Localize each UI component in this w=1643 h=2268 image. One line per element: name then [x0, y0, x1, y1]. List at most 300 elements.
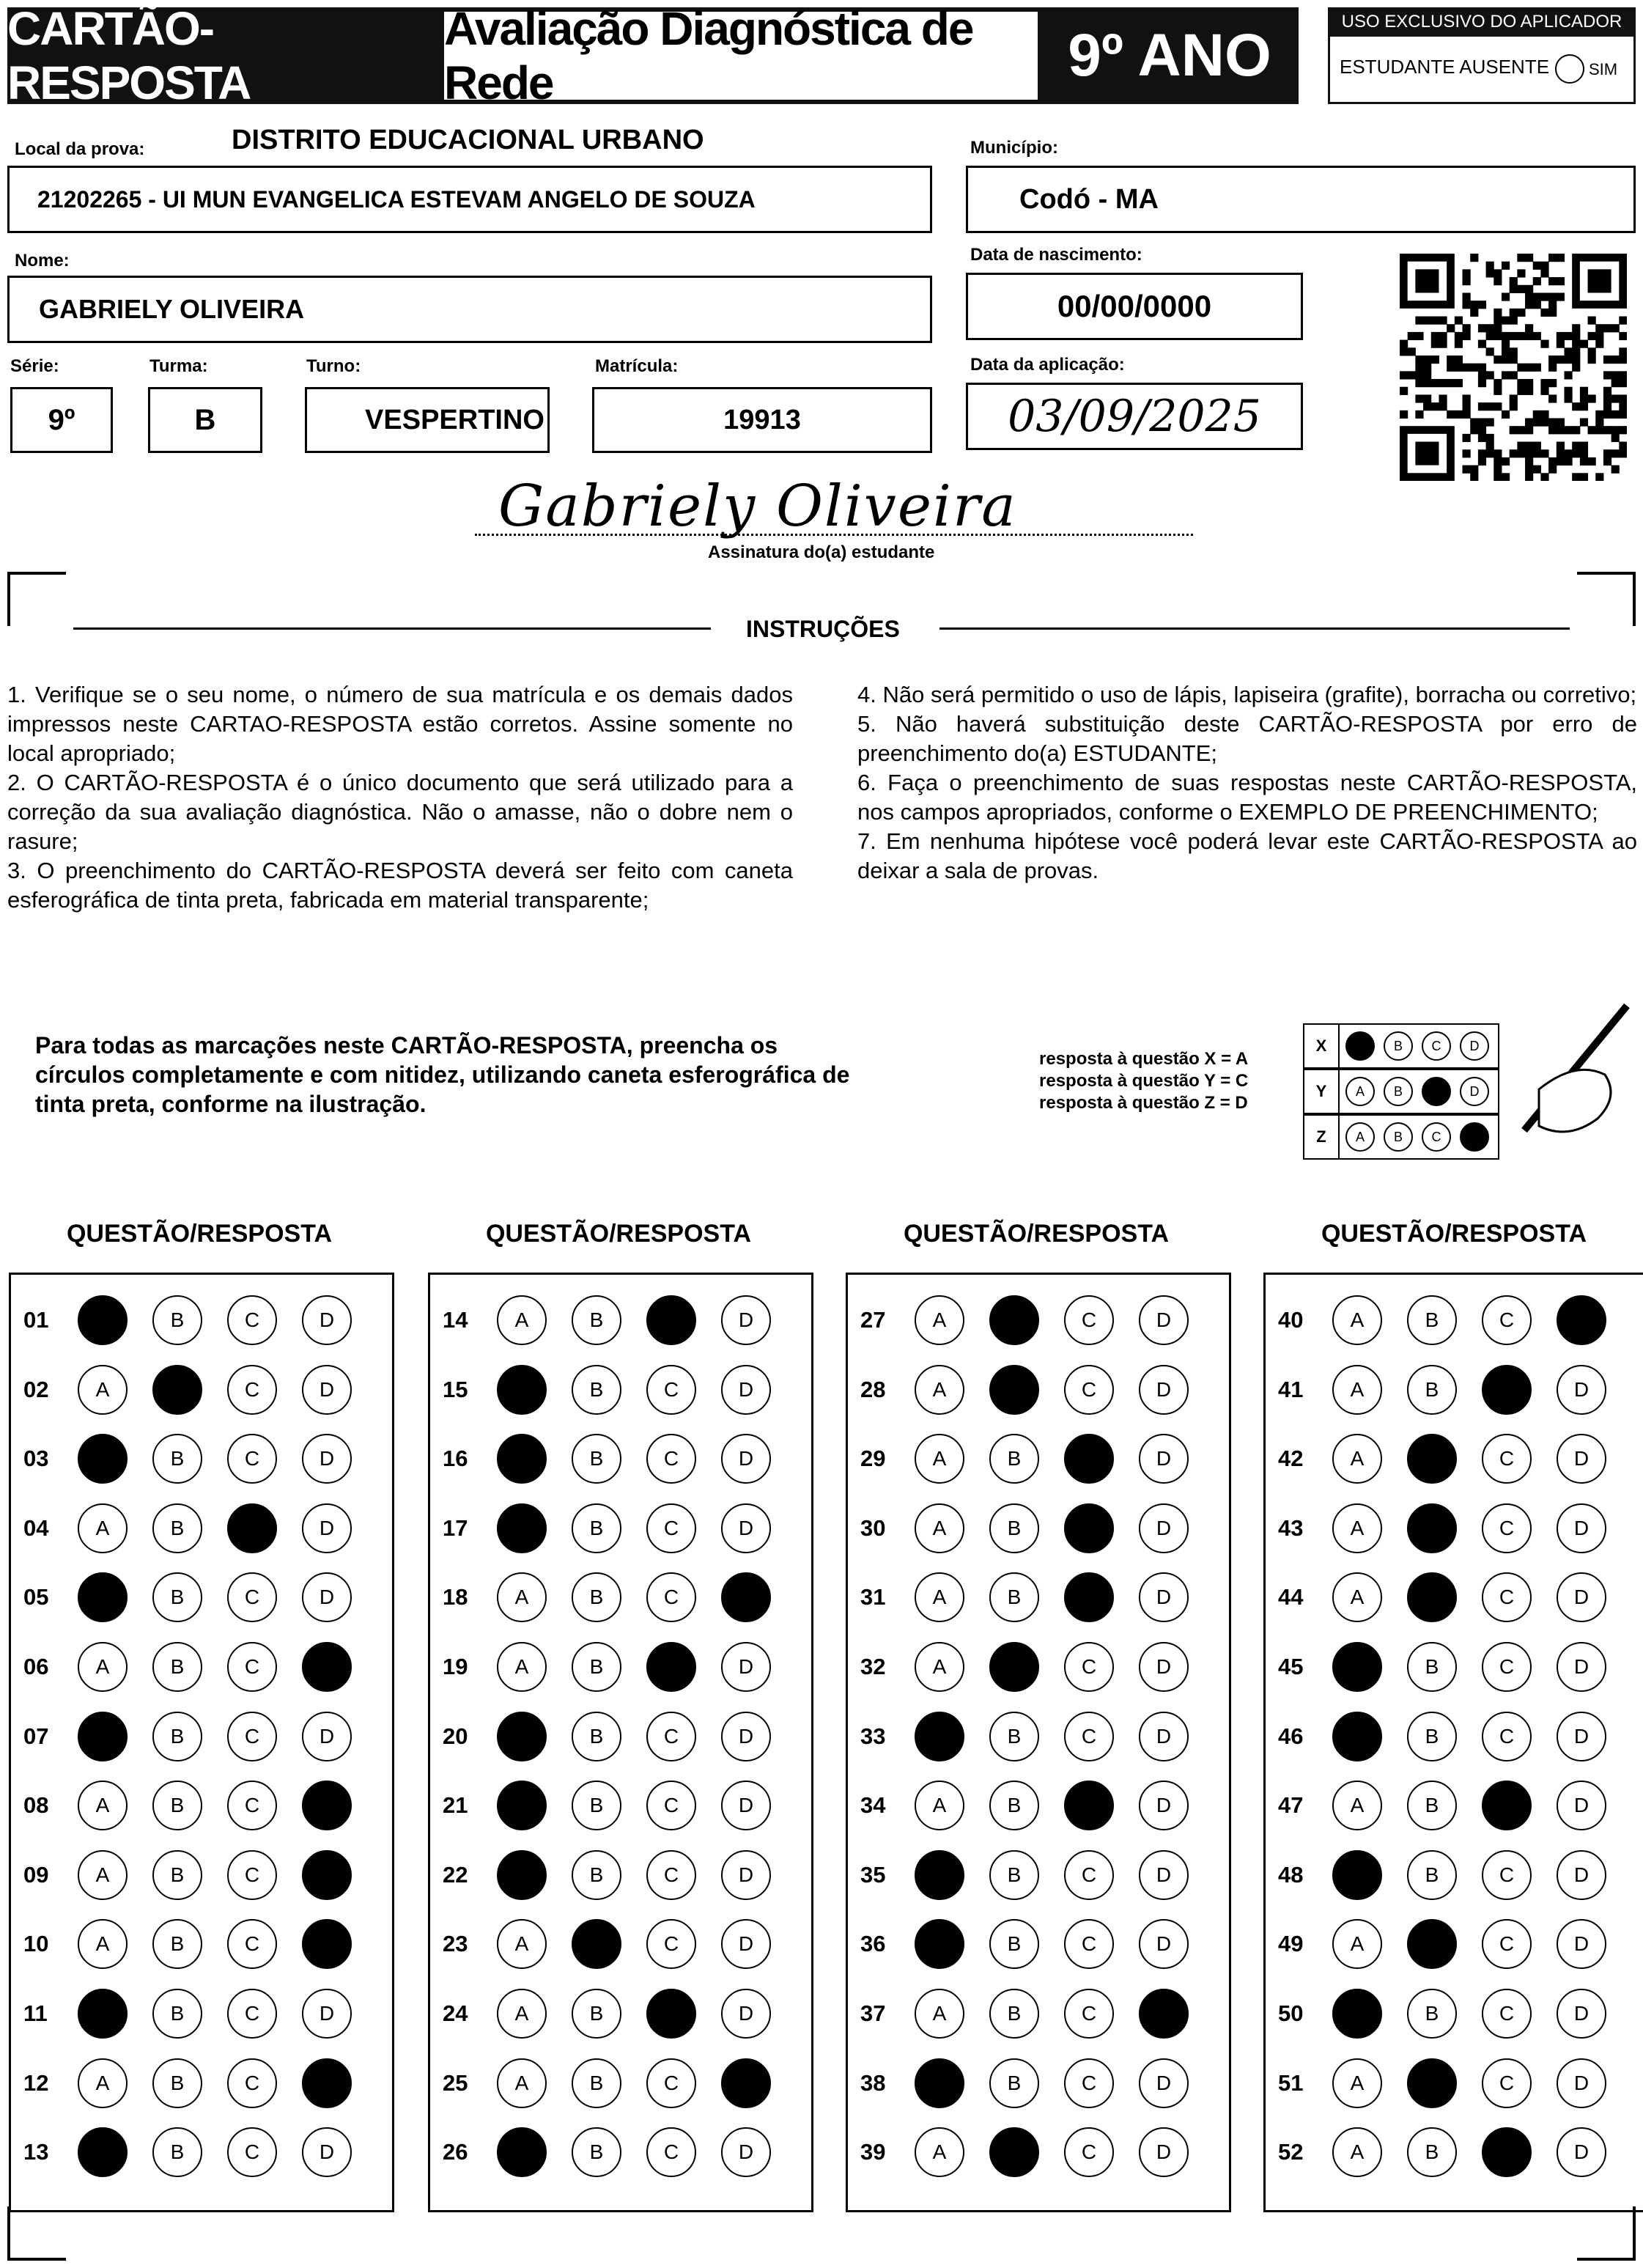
answer-bubble-b[interactable]: B	[572, 2058, 621, 2108]
answer-bubble-c[interactable]	[1064, 1781, 1114, 1830]
answer-bubble-b[interactable]	[572, 1919, 621, 1969]
answer-bubble-c[interactable]: C	[1482, 1712, 1532, 1761]
answer-bubble-b[interactable]: B	[1407, 1781, 1457, 1830]
answer-bubble-d[interactable]: D	[302, 1503, 352, 1553]
example-bubble	[1422, 1077, 1451, 1106]
answer-bubble-b[interactable]	[1407, 1434, 1457, 1484]
answer-bubble-a[interactable]: A	[78, 1850, 128, 1900]
answer-bubble-b[interactable]: B	[152, 1295, 202, 1345]
table-row	[849, 1424, 1214, 1493]
applicator-title: USO EXCLUSIVO DO APLICADOR	[1328, 7, 1636, 37]
question-number: 17	[443, 1514, 468, 1541]
corner-mark	[1577, 2258, 1636, 2261]
corner-mark	[7, 2258, 66, 2261]
question-number: 16	[443, 1446, 468, 1472]
table-row	[431, 1286, 796, 1355]
answer-bubble-b[interactable]: B	[989, 2058, 1039, 2108]
question-number: 48	[1278, 1861, 1304, 1888]
answer-bubble-a[interactable]: A	[78, 2058, 128, 2108]
answer-bubble-a[interactable]: A	[78, 1365, 128, 1415]
answer-bubble-b[interactable]: B	[989, 1781, 1039, 1830]
absent-label: ESTUDANTE AUSENTE	[1340, 56, 1550, 78]
answer-bubble-a[interactable]: A	[497, 1989, 547, 2039]
answer-bubble-a[interactable]	[915, 1850, 964, 1900]
answer-bubble-a[interactable]: A	[1332, 1919, 1382, 1969]
answer-bubble-b[interactable]: B	[572, 1295, 621, 1345]
answer-bubble-c[interactable]: C	[646, 2058, 696, 2108]
answer-bubble-d[interactable]: D	[1139, 1642, 1189, 1692]
question-number: 40	[1278, 1307, 1304, 1333]
answer-bubble-c[interactable]	[646, 1295, 696, 1345]
table-row	[849, 1563, 1214, 1632]
question-number: 12	[23, 2069, 49, 2096]
answer-bubble-d[interactable]	[1139, 1989, 1189, 2039]
question-number: 30	[860, 1514, 886, 1541]
table-row	[849, 2049, 1214, 2118]
answer-bubble-a[interactable]: A	[915, 1295, 964, 1345]
answer-bubble-b[interactable]: B	[572, 1503, 621, 1553]
answer-bubble-c[interactable]: C	[1482, 1989, 1532, 2039]
answer-bubble-d[interactable]: D	[1557, 1850, 1606, 1900]
answer-bubble-c[interactable]	[1482, 2127, 1532, 2177]
answer-bubble-b[interactable]	[1407, 1572, 1457, 1622]
answer-bubble-c[interactable]: C	[1064, 1919, 1114, 1969]
question-number: 24	[443, 2000, 468, 2026]
example-bubble: C	[1422, 1031, 1451, 1061]
column-header: QUESTÃO/RESPOSTA	[903, 1220, 1170, 1248]
answer-bubble-c[interactable]	[646, 1989, 696, 2039]
table-row	[431, 1563, 796, 1632]
card-title: CARTÃO-RESPOSTA	[7, 2, 251, 109]
table-row	[1266, 1771, 1631, 1840]
answer-bubble-c[interactable]: C	[1064, 1295, 1114, 1345]
answer-bubble-a[interactable]	[78, 1434, 128, 1484]
answer-bubble-c[interactable]: C	[227, 1850, 277, 1900]
answer-bubble-d[interactable]: D	[1139, 1503, 1189, 1553]
answer-bubble-c[interactable]: C	[1064, 1989, 1114, 2039]
example-row-label: Z	[1303, 1114, 1340, 1160]
example-row-label: X	[1303, 1023, 1340, 1069]
answer-bubble-a[interactable]: A	[915, 1365, 964, 1415]
answer-bubble-d[interactable]	[302, 2058, 352, 2108]
answer-bubble-d[interactable]: D	[302, 1295, 352, 1345]
answer-bubble-c[interactable]: C	[227, 1434, 277, 1484]
fill-note: Para todas as marcações neste CARTÃO-RESPOSTA, preencha os círculos completamente e com nitidez, utilizando caneta esferográfica de tinta preta, conforme na ilustração.	[35, 1032, 850, 1117]
answer-bubble-c[interactable]: C	[1482, 1850, 1532, 1900]
answer-bubble-b[interactable]: B	[152, 1781, 202, 1830]
answer-bubble-b[interactable]	[989, 2127, 1039, 2177]
answer-bubble-b[interactable]: B	[572, 1572, 621, 1622]
answer-bubble-b[interactable]: B	[1407, 1295, 1457, 1345]
answer-bubble-d[interactable]: D	[1557, 2058, 1606, 2108]
answer-bubble-a[interactable]	[497, 2127, 547, 2177]
answer-bubble-d[interactable]	[302, 1919, 352, 1969]
answer-bubble-c[interactable]: C	[646, 1850, 696, 1900]
answer-bubble-b[interactable]: B	[989, 1989, 1039, 2039]
answer-bubble-b[interactable]: B	[572, 1434, 621, 1484]
answer-bubble-b[interactable]: B	[572, 2127, 621, 2177]
answer-bubble-c[interactable]: C	[646, 1781, 696, 1830]
example-legend-item: resposta à questão Y = C	[1039, 1071, 1249, 1091]
answer-bubble-b[interactable]: B	[1407, 1989, 1457, 2039]
answer-bubble-a[interactable]: A	[915, 1434, 964, 1484]
answer-bubble-c[interactable]: C	[227, 1572, 277, 1622]
answer-bubble-d[interactable]: D	[302, 1434, 352, 1484]
answer-bubble-c[interactable]: C	[1064, 1850, 1114, 1900]
pen-hand-icon	[1495, 1001, 1642, 1148]
table-row	[431, 2118, 796, 2187]
question-number: 21	[443, 1792, 468, 1819]
question-number: 15	[443, 1376, 468, 1402]
answer-bubble-d[interactable]: D	[721, 1503, 771, 1553]
answer-bubble-c[interactable]: C	[1064, 1642, 1114, 1692]
answer-bubble-c[interactable]: C	[1064, 1712, 1114, 1761]
answer-bubble-a[interactable]: A	[1332, 1572, 1382, 1622]
answer-bubble-d[interactable]: D	[1139, 1712, 1189, 1761]
answer-bubble-a[interactable]: A	[78, 1642, 128, 1692]
answer-bubble-b[interactable]: B	[152, 1850, 202, 1900]
table-row	[12, 1494, 377, 1563]
table-row	[12, 1424, 377, 1493]
answer-bubble-c[interactable]: C	[646, 1434, 696, 1484]
answer-bubble-d[interactable]: D	[1557, 1572, 1606, 1622]
answer-bubble-b[interactable]	[1407, 2058, 1457, 2108]
question-number: 22	[443, 1861, 468, 1888]
answer-bubble-a[interactable]: A	[497, 1295, 547, 1345]
question-number: 06	[23, 1654, 49, 1679]
answer-bubble-a[interactable]	[1332, 1989, 1382, 2039]
answer-bubble-c[interactable]: C	[646, 1712, 696, 1761]
answer-bubble-c[interactable]: C	[227, 1365, 277, 1415]
answer-bubble-a[interactable]	[497, 1850, 547, 1900]
answer-bubble-b[interactable]: B	[572, 1781, 621, 1830]
question-number: 42	[1278, 1446, 1304, 1472]
answer-bubble-c[interactable]	[1064, 1503, 1114, 1553]
answer-bubble-d[interactable]	[721, 1572, 771, 1622]
answer-bubble-a[interactable]: A	[497, 1642, 547, 1692]
table-row	[1266, 1355, 1631, 1424]
answer-bubble-a[interactable]: A	[915, 1503, 964, 1553]
question-number: 02	[23, 1376, 49, 1402]
instruction-item: 6. Faça o preenchimento de suas respostas neste CARTÃO-RESPOSTA, nos campos apropriados, conforme o EXEMPLO DE PREENCHIMENTO;	[857, 770, 1637, 825]
example-legend-item: resposta à questão Z = D	[1039, 1093, 1248, 1113]
answer-bubble-b[interactable]: B	[1407, 1642, 1457, 1692]
answer-bubble-b[interactable]: B	[152, 1712, 202, 1761]
answer-bubble-b[interactable]: B	[152, 1572, 202, 1622]
answer-bubble-a[interactable]	[78, 1295, 128, 1345]
answer-bubble-c[interactable]	[646, 1642, 696, 1692]
answer-bubble-b[interactable]: B	[989, 1850, 1039, 1900]
divider	[73, 627, 711, 630]
grade-label: 9º ANO	[1068, 22, 1271, 89]
question-number: 23	[443, 1931, 468, 1957]
answer-bubble-d[interactable]: D	[1139, 1434, 1189, 1484]
answer-bubble-d[interactable]: D	[1557, 1503, 1606, 1553]
answer-bubble-b[interactable]: B	[572, 1642, 621, 1692]
answer-bubble-a[interactable]	[1332, 1712, 1382, 1761]
answer-bubble-a[interactable]	[78, 2127, 128, 2177]
answer-bubble-b[interactable]	[1407, 1919, 1457, 1969]
answer-bubble-b[interactable]: B	[572, 1989, 621, 2039]
question-number: 45	[1278, 1654, 1304, 1679]
question-number: 27	[860, 1307, 886, 1333]
answer-bubble-d[interactable]: D	[1139, 1295, 1189, 1345]
table-row	[12, 1979, 377, 2048]
answer-bubble-a[interactable]: A	[915, 1781, 964, 1830]
answer-bubble-c[interactable]: C	[1482, 2058, 1532, 2108]
answer-bubble-b[interactable]: B	[989, 1712, 1039, 1761]
answer-bubble-c[interactable]: C	[646, 2127, 696, 2177]
answer-bubble-c[interactable]: C	[227, 1295, 277, 1345]
answer-bubble-a[interactable]: A	[78, 1919, 128, 1969]
divider	[939, 627, 1570, 630]
question-number: 08	[23, 1792, 49, 1819]
instruction-item: 5. Não haverá substituição deste CARTÃO-RESPOSTA por erro de preenchimento do(a) ESTUDANTE;	[857, 711, 1637, 766]
turno-field: VESPERTINO	[305, 387, 550, 453]
answer-bubble-a[interactable]: A	[497, 1572, 547, 1622]
answer-bubble-a[interactable]	[915, 1919, 964, 1969]
answer-bubble-a[interactable]: A	[78, 1503, 128, 1553]
answer-bubble-d[interactable]: D	[302, 2127, 352, 2177]
answer-bubble-d[interactable]: D	[1139, 1850, 1189, 1900]
table-row	[12, 1632, 377, 1701]
answer-bubble-d[interactable]: D	[1139, 1572, 1189, 1622]
answer-bubble-a[interactable]: A	[915, 1989, 964, 2039]
answer-bubble-c[interactable]: C	[1064, 2127, 1114, 2177]
serie-field: 9º	[10, 387, 113, 453]
question-number: 32	[860, 1654, 886, 1679]
instruction-item: 1. Verifique se o seu nome, o número de sua matrícula e os demais dados impressos neste CARTAO-RESPOSTA estão corretos. Assine somente no local apropriado;	[7, 682, 793, 766]
answer-bubble-d[interactable]: D	[302, 1712, 352, 1761]
answer-bubble-c[interactable]	[227, 1503, 277, 1553]
answer-bubble-c[interactable]: C	[227, 1919, 277, 1969]
answer-bubble-c[interactable]: C	[227, 1989, 277, 2039]
question-number: 03	[23, 1446, 49, 1472]
answer-bubble-d[interactable]	[302, 1781, 352, 1830]
answer-bubble-a[interactable]: A	[915, 1572, 964, 1622]
answer-bubble-a[interactable]: A	[915, 1642, 964, 1692]
answer-bubble-d[interactable]: D	[721, 1642, 771, 1692]
answer-bubble-a[interactable]	[1332, 1642, 1382, 1692]
answer-bubble-b[interactable]	[989, 1642, 1039, 1692]
answer-bubble-a[interactable]: A	[78, 1781, 128, 1830]
answer-bubble-a[interactable]	[78, 1989, 128, 2039]
table-row	[849, 1355, 1214, 1424]
answer-bubble-c[interactable]: C	[1482, 1572, 1532, 1622]
answer-bubble-c[interactable]: C	[646, 1919, 696, 1969]
answer-bubble-a[interactable]: A	[1332, 2058, 1382, 2108]
answer-bubble-a[interactable]: A	[1332, 1295, 1382, 1345]
answer-bubble-d[interactable]: D	[721, 1295, 771, 1345]
corner-mark	[7, 2206, 10, 2261]
answer-bubble-a[interactable]	[497, 1434, 547, 1484]
table-row	[849, 1771, 1214, 1840]
answer-bubble-d[interactable]: D	[721, 1712, 771, 1761]
question-number: 47	[1278, 1792, 1304, 1819]
serie-label: Série:	[10, 356, 59, 376]
answer-bubble-d[interactable]: D	[1557, 1919, 1606, 1969]
answer-bubble-c[interactable]: C	[1482, 1503, 1532, 1553]
answer-bubble-c[interactable]: C	[227, 2058, 277, 2108]
answer-bubble-c[interactable]: C	[227, 1642, 277, 1692]
answer-bubble-d[interactable]: D	[1139, 1919, 1189, 1969]
answer-bubble-b[interactable]: B	[152, 1919, 202, 1969]
answer-bubble-d[interactable]: D	[302, 1572, 352, 1622]
answer-bubble-b[interactable]	[152, 1365, 202, 1415]
answer-bubble-c[interactable]: C	[646, 1572, 696, 1622]
answer-bubble-a[interactable]: A	[1332, 1365, 1382, 1415]
answer-bubble-a[interactable]: A	[497, 1919, 547, 1969]
exam-title: Avaliação Diagnóstica de Rede	[444, 12, 1038, 100]
table-row	[849, 1702, 1214, 1771]
table-row	[1266, 1563, 1631, 1632]
answer-bubble-b[interactable]: B	[989, 1572, 1039, 1622]
answer-bubble-b[interactable]	[989, 1295, 1039, 1345]
answer-bubble-c[interactable]: C	[227, 1781, 277, 1830]
answer-bubble-a[interactable]: A	[1332, 1781, 1382, 1830]
question-number: 11	[23, 2000, 48, 2026]
answer-bubble-b[interactable]: B	[989, 1919, 1039, 1969]
answer-bubble-b[interactable]: B	[572, 1712, 621, 1761]
question-number: 09	[23, 1861, 49, 1888]
answer-bubble-d[interactable]: D	[1557, 2127, 1606, 2177]
answer-bubble-a[interactable]	[497, 1365, 547, 1415]
answer-bubble-d[interactable]: D	[302, 1365, 352, 1415]
answer-bubble-a[interactable]: A	[497, 2058, 547, 2108]
example-bubble: C	[1422, 1122, 1451, 1152]
answer-bubble-d[interactable]: D	[721, 1850, 771, 1900]
answer-bubble-b[interactable]: B	[152, 1642, 202, 1692]
table-row	[1266, 1494, 1631, 1563]
table-row	[849, 2118, 1214, 2187]
answer-bubble-b[interactable]: B	[572, 1850, 621, 1900]
question-number: 52	[1278, 2139, 1304, 2165]
answer-bubble-d[interactable]: D	[1557, 1642, 1606, 1692]
answer-bubble-d[interactable]: D	[302, 1989, 352, 2039]
question-number: 34	[860, 1792, 886, 1819]
example-row-label: Y	[1303, 1069, 1340, 1114]
answer-bubble-b[interactable]: B	[989, 1434, 1039, 1484]
answer-bubble-d[interactable]	[721, 2058, 771, 2108]
answer-bubble-b[interactable]: B	[1407, 2127, 1457, 2177]
answer-bubble-a[interactable]	[497, 1503, 547, 1553]
table-row	[12, 2118, 377, 2187]
question-number: 35	[860, 1861, 886, 1888]
table-row	[431, 1979, 796, 2048]
municipio-label: Município:	[970, 138, 1058, 158]
answer-bubble-c[interactable]: C	[1482, 1642, 1532, 1692]
answer-bubble-b[interactable]	[989, 1365, 1039, 1415]
question-number: 26	[443, 2139, 468, 2165]
answer-bubble-a[interactable]	[1332, 1850, 1382, 1900]
answer-bubble-a[interactable]: A	[1332, 1434, 1382, 1484]
turma-label: Turma:	[149, 356, 208, 376]
matricula-label: Matrícula:	[595, 356, 679, 376]
answer-bubble-d[interactable]: D	[721, 1434, 771, 1484]
answer-bubble-d[interactable]	[302, 1850, 352, 1900]
instruction-item: 7. Em nenhuma hipótese você poderá levar este CARTÃO-RESPOSTA ao deixar a sala de provas.	[857, 828, 1637, 883]
answer-bubble-d[interactable]: D	[1139, 1365, 1189, 1415]
answer-bubble-d[interactable]: D	[721, 1781, 771, 1830]
answer-bubble-c[interactable]: C	[1482, 1434, 1532, 1484]
table-row	[1266, 1841, 1631, 1910]
signature: Gabriely Oliveira	[498, 474, 1017, 540]
answer-bubble-c[interactable]	[1064, 1434, 1114, 1484]
answer-bubble-d[interactable]: D	[1139, 1781, 1189, 1830]
answer-bubble-b[interactable]: B	[152, 1503, 202, 1553]
table-row	[849, 1910, 1214, 1978]
answer-bubble-d[interactable]: D	[1557, 1365, 1606, 1415]
answer-bubble-b[interactable]: B	[1407, 1365, 1457, 1415]
nascimento-label: Data de nascimento:	[970, 245, 1142, 265]
answer-bubble-a[interactable]	[497, 1712, 547, 1761]
answer-bubble-a[interactable]	[915, 2058, 964, 2108]
answer-bubble-d[interactable]	[302, 1642, 352, 1692]
answer-bubble-c[interactable]: C	[1482, 1919, 1532, 1969]
answer-bubble-a[interactable]	[78, 1572, 128, 1622]
answer-bubble-d[interactable]	[1557, 1295, 1606, 1345]
answer-bubble-a[interactable]: A	[1332, 2127, 1382, 2177]
question-number: 51	[1278, 2069, 1304, 2096]
answer-bubble-b[interactable]	[1407, 1503, 1457, 1553]
corner-mark	[1633, 572, 1636, 626]
answer-bubble-d[interactable]: D	[1557, 1434, 1606, 1484]
corner-mark	[1577, 572, 1636, 575]
table-row	[12, 2049, 377, 2118]
answer-bubble-b[interactable]: B	[1407, 1712, 1457, 1761]
answer-bubble-c[interactable]: C	[1064, 1365, 1114, 1415]
answer-bubble-c[interactable]	[1064, 1572, 1114, 1622]
answer-bubble-c[interactable]: C	[646, 1503, 696, 1553]
answer-bubble-d[interactable]: D	[721, 1365, 771, 1415]
table-row	[12, 1841, 377, 1910]
answer-bubble-b[interactable]: B	[152, 2058, 202, 2108]
question-number: 46	[1278, 1723, 1304, 1749]
answer-bubble-b[interactable]: B	[152, 1989, 202, 2039]
answer-bubble-b[interactable]: B	[152, 2127, 202, 2177]
answer-bubble-b[interactable]: B	[989, 1503, 1039, 1553]
answer-bubble-d[interactable]: D	[1139, 2058, 1189, 2108]
corner-mark	[1633, 2206, 1636, 2261]
table-row	[12, 1702, 377, 1771]
answer-bubble-a[interactable]	[915, 1712, 964, 1761]
absent-bubble[interactable]	[1555, 54, 1584, 84]
answer-bubble-d[interactable]: D	[1557, 1989, 1606, 2039]
question-number: 10	[23, 1931, 49, 1957]
answer-bubble-a[interactable]	[78, 1712, 128, 1761]
answer-bubble-b[interactable]: B	[572, 1365, 621, 1415]
answer-bubble-c[interactable]: C	[1482, 1295, 1532, 1345]
answer-bubble-c[interactable]	[1482, 1781, 1532, 1830]
answer-bubble-d[interactable]: D	[721, 2127, 771, 2177]
answer-bubble-b[interactable]: B	[1407, 1850, 1457, 1900]
answer-bubble-c[interactable]: C	[227, 1712, 277, 1761]
answer-bubble-d[interactable]: D	[1557, 1781, 1606, 1830]
answer-bubble-a[interactable]: A	[1332, 1503, 1382, 1553]
answer-bubble-d[interactable]: D	[1557, 1712, 1606, 1761]
table-row	[1266, 1702, 1631, 1771]
answer-bubble-b[interactable]: B	[152, 1434, 202, 1484]
answer-bubble-d[interactable]: D	[1139, 2127, 1189, 2177]
answer-bubble-c[interactable]: C	[227, 2127, 277, 2177]
answer-bubble-a[interactable]: A	[915, 2127, 964, 2177]
answer-bubble-a[interactable]	[497, 1781, 547, 1830]
answer-bubble-d[interactable]: D	[721, 1919, 771, 1969]
answer-bubble-d[interactable]: D	[721, 1989, 771, 2039]
answer-bubble-c[interactable]: C	[646, 1365, 696, 1415]
answer-bubble-c[interactable]: C	[1064, 2058, 1114, 2108]
answer-bubble-c[interactable]	[1482, 1365, 1532, 1415]
